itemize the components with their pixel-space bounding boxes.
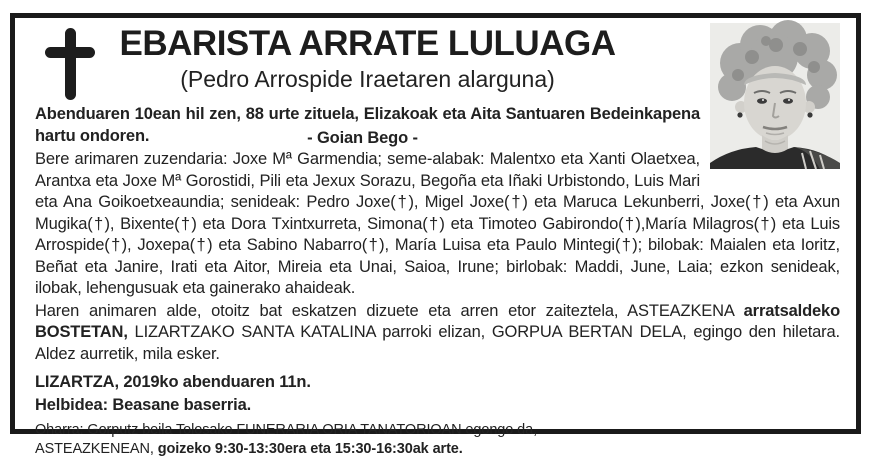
motto-goian-bego: - Goian Bego - — [307, 128, 418, 147]
portrait-photo — [710, 23, 840, 169]
address-line: Helbidea: Beasane baserria. — [35, 395, 252, 414]
mortuary-note — [35, 421, 840, 458]
note-line-2-day: ASTEAZKENEAN, — [35, 440, 158, 457]
death-announcement — [35, 104, 840, 147]
note-line-1: Oharra: Gorputz beila Tolosako FUNERARIA ORIA TANATORIOAN egongo da, — [35, 422, 537, 438]
deceased-name: EBARISTA ARRATE LULUAGA — [119, 24, 616, 63]
deceased-relation: (Pedro Arrospide Iraetaren alarguna) — [180, 66, 555, 92]
portrait-photo-drawing — [710, 23, 840, 169]
obituary-frame — [10, 13, 861, 457]
funeral-time-bold: arratsaldeko BOSTETAN, — [35, 301, 840, 341]
funeral-invitation-pre: Haren animaren alde, otoitz bat eskatzen dizuete eta arren etor zaiteztela, ASTEAZKENA — [35, 301, 744, 320]
funeral-invitation — [35, 301, 840, 366]
death-announcement-text: Abenduaren 10ean hil zen, 88 urte zituela, Elizakoak eta Aita Santuaren Bedeinkapena hartu ondoren. — [35, 105, 700, 145]
note-line-2-hours: goizeko 9:30-13:30era eta 15:30-16:30ak arte. — [157, 440, 463, 457]
obituary-content — [15, 18, 856, 457]
place-date-line: LIZARTZA, 2019ko abenduaren 11n. — [35, 373, 311, 391]
family-list: Bere arimaren zuzendaria: Joxe Mª Garmendia; seme-alabak: Malentxo eta Xanti Olaetxea, Arantxa eta Joxe Mª Gorostidi, Pili eta Jexux Sorazu, Begoña eta Iñaki Urbistondo, Luis Mari eta Ana Goikoetxeaundia; senideak: Pedro Joxe(†), Migel Joxe(†) eta Maruca Lekunberri, Joxe(†) eta Axun Mugika(†), Bixente(†) eta Dora Txintxurreta, Simona(†) eta Timoteo Gabirondo(†),María Milagros(†) eta Luis Arrospide(†), Joxepa(†) eta Sabino Nabarro(†), María Luisa eta Paulo Mintegi(†); bilobak: Maialen eta Ioritz, Beñat eta Janire, Irati eta Aitor, Mireia eta Unai, Saioa, Irune; birlobak: Maddi, June, Laia; ezkon senideak, ilobak, lehengusuak eta gainerako ahaideak. — [35, 150, 840, 297]
funeral-invitation-post: LIZARTZAKO SANTA KATALINA parroki elizan, GORPUA BERTAN DELA, egingo den hiletara. Aldez aurretik, mila esker. — [35, 323, 840, 363]
